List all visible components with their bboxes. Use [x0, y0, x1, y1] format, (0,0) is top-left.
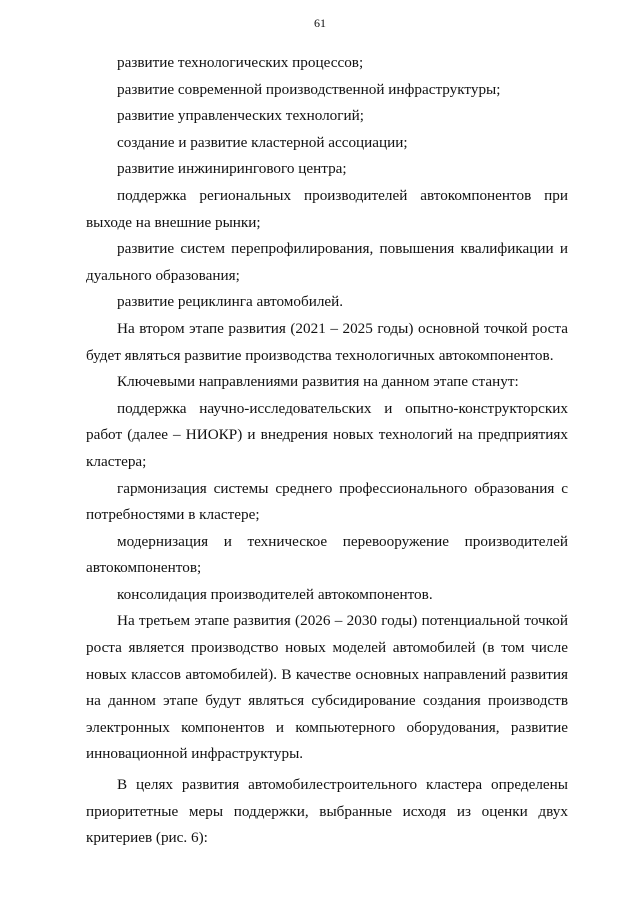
paragraph-11: поддержка научно-исследовательских и опытно-конструкторских работ (далее – НИОКР) и внедрения новых технологий на предприятиях кластера;	[86, 399, 568, 470]
paragraph-1: развитие технологических процессов;	[117, 54, 364, 71]
paragraph-4: создание и развитие кластерной ассоциации;	[117, 133, 408, 151]
paragraph-5: развитие инжинирингового центра;	[117, 160, 347, 178]
page-body	[86, 50, 568, 852]
paragraph-16: В целях развития автомобилестроительного кластера определены приоритетные меры поддержки, выбранные исходя из оценки двух критериев (рис. 6):	[86, 776, 568, 847]
paragraph-10: Ключевыми направлениями развития на данном этапе станут:	[117, 373, 519, 391]
paragraph-12: гармонизация системы среднего профессионального образования с потребностями в кластере;	[86, 479, 568, 524]
paragraph-9: На втором этапе развития (2021 – 2025 годы) основной точкой роста будет являться развитие производства технологичных автокомпонентов.	[86, 319, 568, 364]
paragraph-7: развитие систем перепрофилирования, повышения квалификации и дуального образования;	[86, 240, 568, 284]
paragraph-3: развитие управленческих технологий;	[117, 107, 364, 125]
paragraph-2: развитие современной производственной инфраструктуры;	[117, 80, 501, 98]
paragraph-6: поддержка региональных производителей автокомпонентов при выходе на внешние рынки;	[86, 186, 568, 231]
paragraph-14: консолидация производителей автокомпонентов.	[117, 585, 433, 603]
page-number: 61	[314, 16, 326, 30]
paragraph-13: модернизация и техническое перевооружение производителей автокомпонентов;	[86, 532, 568, 577]
paragraph-8: развитие рециклинга автомобилей.	[117, 293, 344, 311]
paragraph-15: На третьем этапе развития (2026 – 2030 годы) потенциальной точкой роста является производство новых моделей автомобилей (в том числе новых классов автомобилей). В качестве основных направлений развития на данном этапе будут являться субсидирование создания производств электронных компонентов и компьютерного оборудования, развитие инновационной инфраструктуры.	[86, 612, 568, 763]
